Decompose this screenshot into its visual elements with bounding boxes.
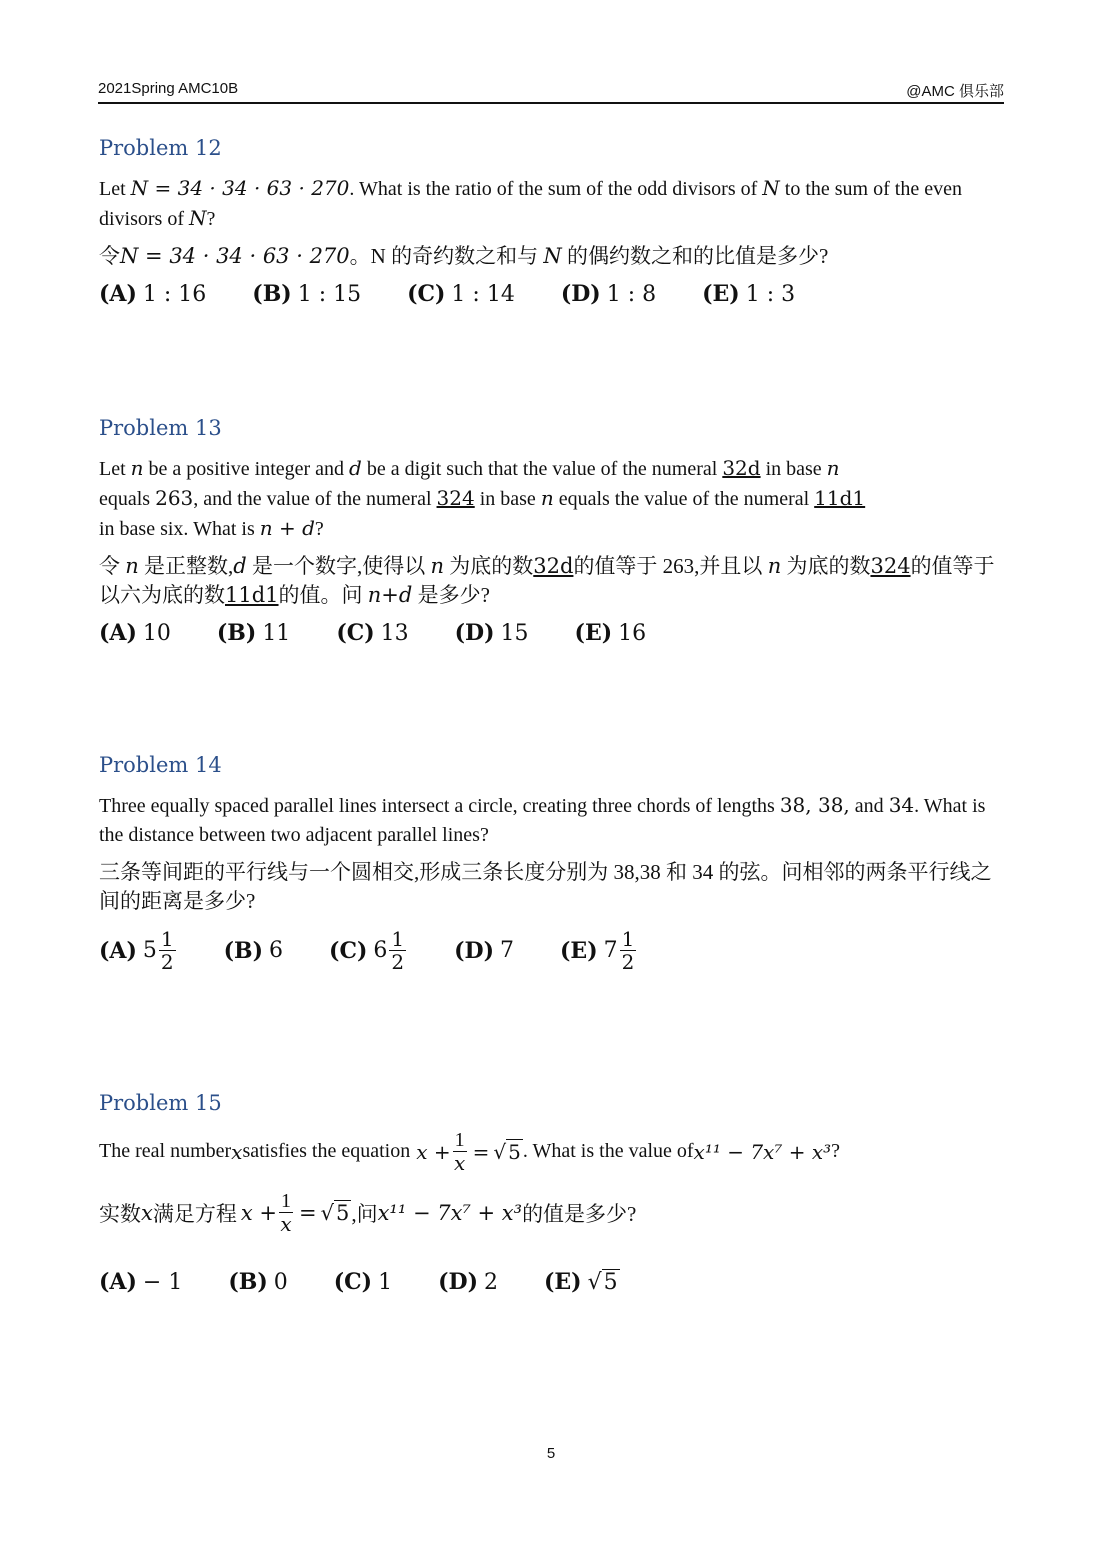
choice-d: (D) 7 bbox=[454, 937, 515, 964]
header-club: @AMC 俱乐部 bbox=[906, 83, 1004, 100]
choice-b: (B) 6 bbox=[223, 937, 284, 964]
problem-13 bbox=[99, 416, 999, 646]
choice-c: (C) 13 bbox=[336, 620, 409, 646]
choice-e: (E) 1 : 3 bbox=[702, 281, 796, 307]
answer-choices bbox=[99, 1269, 999, 1295]
choice-e: (E) √5 bbox=[543, 1269, 618, 1295]
answer-choices bbox=[99, 281, 999, 307]
problem-text-en: Let N = 34 · 34 · 63 · 270. What is the ratio of the sum of the odd divisors of N to the sum of the even divisors of N? bbox=[99, 176, 962, 230]
page-number: 5 bbox=[546, 1445, 556, 1462]
problem-text-zh: 令 n 是正整数,d 是一个数字,使得以 n 为底的数32d的值等于 263,并且以 n 为底的数324的值等于以六为底的数11d1的值。问 n+d 是多少? bbox=[99, 554, 995, 607]
answer-choices bbox=[99, 928, 999, 973]
problem-text-en: Let n be a positive integer and d be a digit such that the value of the numeral 32d in base n equals 263, and the value of the numeral 324 in base n equals the value of the numeral 11d1 in base six. What is n + d? bbox=[99, 456, 866, 540]
fraction: $\frac{1}{x}$ bbox=[280, 1190, 292, 1236]
choice-c: (C) 1 bbox=[333, 1269, 393, 1295]
sqrt: √ 5 bbox=[493, 1139, 521, 1164]
problem-text-zh: 实数 x 满足方程 x + $\frac{1}{x}$ = √5 ,问 x¹¹ − 7x⁷ + x³ 的值是多少? bbox=[99, 1190, 637, 1236]
choice-b: (B) 1 : 15 bbox=[252, 281, 362, 307]
choice-e: (E) 16 bbox=[574, 620, 647, 646]
choice-c: (C) 1 : 14 bbox=[407, 281, 515, 307]
choice-b: (B) 0 bbox=[228, 1269, 288, 1295]
choice-d: (D) 15 bbox=[454, 620, 529, 646]
problem-text-en: The real number x satisfies the equation x + $\frac{1}{x}$ = √ 5 . What is the value of x¹¹ − 7x⁷ + x³ ? bbox=[99, 1129, 841, 1175]
answer-choices bbox=[99, 620, 999, 646]
sqrt: √5 bbox=[320, 1200, 350, 1225]
choice-d: (D) 1 : 8 bbox=[560, 281, 657, 307]
problem-title: Problem 15 bbox=[99, 1091, 222, 1115]
choice-a: (A) − 1 bbox=[99, 1269, 183, 1295]
header-title: 2021Spring AMC10B bbox=[98, 80, 239, 97]
problem-15 bbox=[99, 1091, 999, 1295]
problem-title: Problem 14 bbox=[99, 753, 222, 777]
problem-title: Problem 12 bbox=[99, 136, 222, 160]
problem-text-en: Three equally spaced parallel lines intersect a circle, creating three chords of lengths 38, 38, and 34. What is the distance between two adjacent parallel lines? bbox=[99, 793, 986, 846]
problem-text-zh: 令N = 34 · 34 · 63 · 270。N 的奇约数之和与 N 的偶约数之和的比值是多少? bbox=[99, 244, 829, 268]
choice-b: (B) 11 bbox=[216, 620, 291, 646]
page-header bbox=[98, 80, 1004, 104]
choice-e: (E) 7 $\frac{1}{2}$ bbox=[560, 927, 635, 974]
choice-a: (A) 5 $\frac{1}{2}$ bbox=[99, 927, 174, 974]
choice-a: (A) 1 : 16 bbox=[99, 281, 207, 307]
problem-title: Problem 13 bbox=[99, 416, 222, 440]
problem-14 bbox=[99, 753, 999, 973]
choice-c: (C) 6 $\frac{1}{2}$ bbox=[329, 927, 405, 974]
problem-12 bbox=[99, 136, 999, 307]
problem-text-zh: 三条等间距的平行线与一个圆相交,形成三条长度分别为 38,38 和 34 的弦。问相邻的两条平行线之间的距离是多少? bbox=[99, 860, 992, 913]
fraction: $\frac{1}{x}$ bbox=[453, 1129, 466, 1175]
choice-a: (A) 10 bbox=[99, 620, 171, 646]
choice-d: (D) 2 bbox=[438, 1269, 498, 1295]
